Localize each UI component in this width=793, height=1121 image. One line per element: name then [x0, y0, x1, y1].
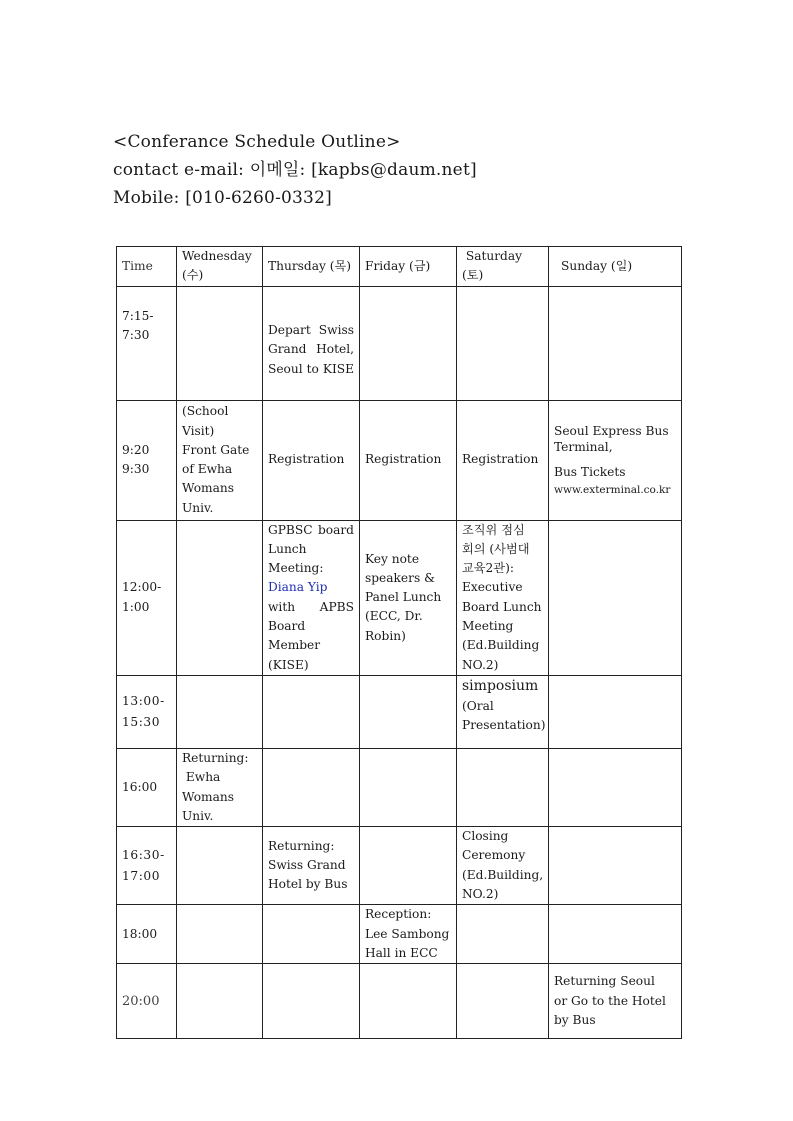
cell-text-line: www.exterminal.co.kr [554, 483, 671, 496]
cell-text-line: NO.2) [462, 657, 499, 672]
cell-text-line: NO.2) [462, 887, 499, 902]
cell-saturday [457, 400, 549, 520]
cell-wednesday [177, 827, 263, 905]
cell-text-line: (Oral [462, 698, 494, 713]
cell-text-line: Front Gate [182, 442, 250, 457]
cell-text-line: Ceremony [462, 848, 526, 863]
cell-text-line: simposium [462, 677, 539, 694]
cell-text-line: speakers & [365, 570, 435, 585]
cell-text-line: (Ed.Building [462, 638, 540, 653]
cell-text-line: Womans [182, 481, 234, 496]
cell-text-line: Hall in ECC [365, 945, 438, 960]
cell-sunday [549, 827, 682, 905]
cell-text-line: 13:00- [122, 693, 165, 708]
cell-friday [360, 520, 457, 675]
cell-text-line: Board Lunch [462, 599, 542, 614]
cell-time [117, 400, 177, 520]
cell-text-line: Panel Lunch [365, 590, 442, 605]
cell-text-line: GPBSC board [268, 522, 354, 537]
cell-saturday [457, 520, 549, 675]
cell-saturday [457, 827, 549, 905]
cell-text-line: 7:15- [122, 308, 154, 323]
cell-text-line: Grand Hotel, [268, 342, 354, 357]
cell-friday [360, 675, 457, 748]
cell-text-line: 15:30 [122, 714, 161, 729]
table-row [117, 520, 682, 675]
highlighted-name: Diana Yip [268, 580, 328, 595]
table-row [117, 905, 682, 964]
cell-wednesday [177, 675, 263, 748]
cell-text-line [554, 455, 676, 463]
cell-time [117, 748, 177, 826]
cell-thursday [263, 905, 360, 964]
cell-thursday [263, 675, 360, 748]
cell-sunday [549, 520, 682, 675]
header-wednesday-korean: (수) [182, 268, 204, 283]
cell-sunday [549, 964, 682, 1039]
table-row [117, 286, 682, 400]
cell-text-line: 조직위 점심 [462, 522, 525, 537]
cell-text-line: Registration [462, 452, 539, 467]
cell-sunday [549, 748, 682, 826]
table-row [117, 675, 682, 748]
cell-saturday [457, 964, 549, 1039]
cell-wednesday [177, 748, 263, 826]
cell-friday [360, 400, 457, 520]
header-sunday [549, 247, 682, 287]
cell-sunday [549, 400, 682, 520]
cell-thursday [263, 964, 360, 1039]
cell-text-line: of Ewha [182, 462, 233, 477]
schedule-table [116, 246, 682, 1039]
cell-wednesday [177, 964, 263, 1039]
header-saturday-korean: (토) [462, 268, 484, 283]
cell-text-line: Registration [268, 452, 345, 467]
cell-saturday [457, 675, 549, 748]
contact-email: contact e-mail: 이메일: [kapbs@daum.net] [113, 160, 477, 180]
table-row [117, 827, 682, 905]
cell-saturday [457, 905, 549, 964]
cell-friday [360, 964, 457, 1039]
cell-friday [360, 827, 457, 905]
schedule-body [117, 286, 682, 1039]
cell-text-line: Member [268, 638, 321, 653]
header-sunday-label: Sunday (일) [561, 258, 633, 273]
cell-text-line: 1:00 [122, 599, 150, 614]
cell-text-line: Lee Sambong [365, 926, 450, 941]
cell-text-line: Robin) [365, 628, 406, 643]
cell-sunday [549, 675, 682, 748]
document-header [113, 128, 477, 212]
header-saturday-label: Saturday [462, 249, 523, 263]
header-wednesday-label: Wednesday [182, 249, 252, 263]
cell-text-line: 16:30- [122, 847, 165, 862]
header-friday [360, 247, 457, 287]
cell-friday [360, 286, 457, 400]
cell-text-line: (KISE) [268, 657, 309, 672]
cell-text-line: or Go to the Hotel [554, 993, 666, 1008]
cell-text-line: with APBS [268, 599, 354, 614]
cell-text-line: Board [268, 619, 306, 634]
cell-text-line: 교육2관): [462, 561, 514, 576]
cell-text-line: Visit) [182, 423, 215, 438]
cell-text-line: 9:30 [122, 462, 150, 477]
cell-time [117, 905, 177, 964]
cell-thursday [263, 520, 360, 675]
cell-wednesday [177, 400, 263, 520]
cell-text-line: Seoul to KISE [268, 361, 354, 376]
cell-text-line: 12:00- [122, 580, 162, 595]
cell-text-line: Terminal, [554, 440, 613, 455]
cell-time [117, 827, 177, 905]
cell-thursday [263, 286, 360, 400]
table-row [117, 748, 682, 826]
header-saturday [457, 247, 549, 287]
cell-text-line: 20:00 [122, 993, 160, 1009]
header-friday-label: Friday (금) [365, 258, 431, 273]
cell-sunday [549, 286, 682, 400]
cell-time [117, 964, 177, 1039]
header-time-label: Time [122, 258, 153, 273]
cell-saturday [457, 748, 549, 826]
document-title: <Conferance Schedule Outline> [113, 132, 401, 152]
header-time [117, 247, 177, 287]
cell-text-line: Womans [182, 789, 234, 804]
cell-wednesday [177, 520, 263, 675]
cell-text-line: Registration [365, 452, 442, 467]
cell-text-line: Key note [365, 551, 420, 566]
cell-time [117, 286, 177, 400]
cell-text-line: Swiss Grand [268, 858, 346, 873]
cell-text-line: 16:00 [122, 779, 158, 794]
cell-text-line: 회의 (사범대 [462, 541, 530, 556]
mobile-number: Mobile: [010-6260-0332] [113, 188, 332, 208]
header-thursday [263, 247, 360, 287]
cell-text-line: (School [182, 404, 229, 419]
cell-time [117, 675, 177, 748]
cell-text-line: Returning: [182, 750, 249, 765]
cell-text-line: Returning Seoul [554, 974, 655, 989]
cell-text-line: Univ. [182, 500, 214, 515]
cell-time [117, 520, 177, 675]
cell-text-line: Hotel by Bus [268, 877, 348, 892]
cell-text-line: 17:00 [122, 868, 161, 883]
cell-text-line: Executive [462, 580, 523, 595]
cell-thursday [263, 748, 360, 826]
cell-text-line: Seoul Express Bus [554, 424, 669, 439]
cell-text-line: 7:30 [122, 327, 150, 342]
cell-text-line: Lunch [268, 541, 307, 556]
cell-text-line: Returning: [268, 838, 335, 853]
cell-text-line: Meeting [462, 619, 514, 634]
cell-text-line: Closing [462, 829, 509, 844]
cell-text-line: 9:20 [122, 442, 150, 457]
cell-text-line: Ewha [182, 770, 221, 785]
cell-text-line: Bus Tickets [554, 465, 626, 480]
table-row [117, 964, 682, 1039]
cell-friday [360, 905, 457, 964]
header-wednesday [177, 247, 263, 287]
cell-wednesday [177, 905, 263, 964]
header-row [117, 247, 682, 287]
cell-thursday [263, 827, 360, 905]
cell-text-line: (Ed.Building, [462, 867, 544, 882]
cell-sunday [549, 905, 682, 964]
cell-thursday [263, 400, 360, 520]
cell-text-line: Presentation) [462, 718, 546, 733]
cell-wednesday [177, 286, 263, 400]
cell-text-line: (ECC, Dr. [365, 609, 423, 624]
cell-text-line: Meeting: [268, 561, 324, 576]
header-thursday-label: Thursday (목) [268, 258, 352, 273]
cell-text-line: Reception: [365, 907, 432, 922]
cell-text-line: 18:00 [122, 926, 158, 941]
cell-text-line: Depart Swiss [268, 323, 354, 338]
cell-friday [360, 748, 457, 826]
cell-saturday [457, 286, 549, 400]
cell-text-line: Univ. [182, 808, 214, 823]
cell-text-line: by Bus [554, 1012, 596, 1027]
table-row [117, 400, 682, 520]
